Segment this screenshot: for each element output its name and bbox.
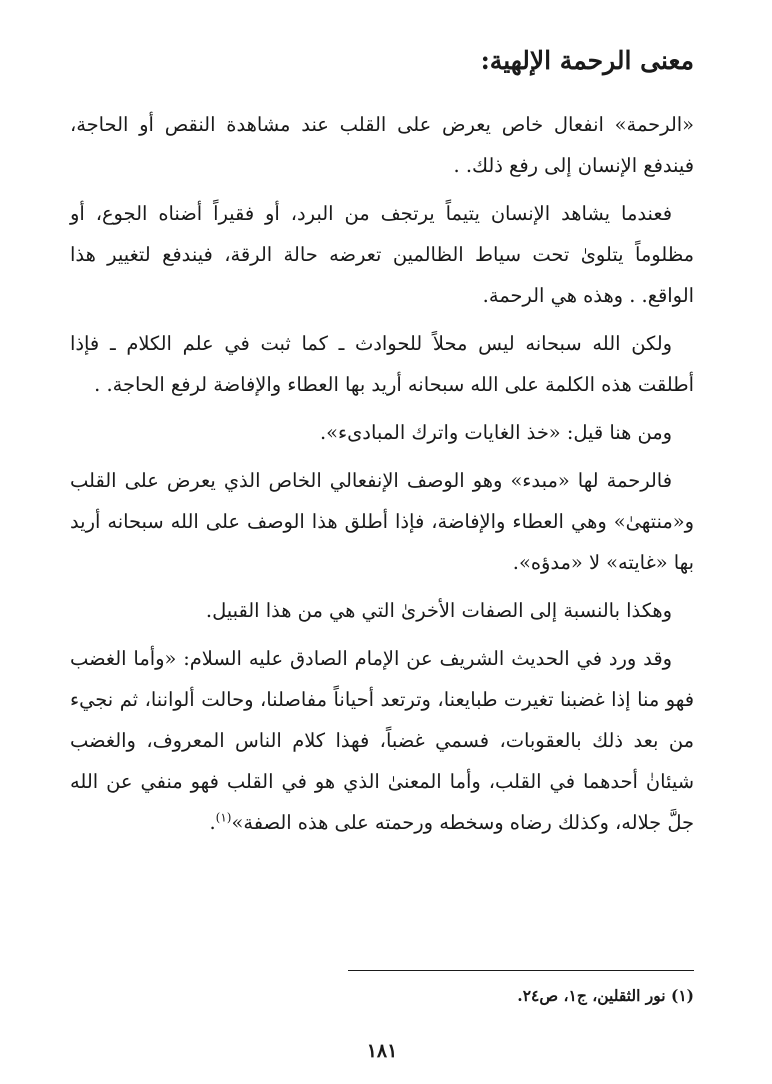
section-heading: معنى الرحمة الإلهية: (480, 46, 694, 75)
paragraph-god-not-subject: ولكن الله سبحانه ليس محلاً للحوادث ـ كما ثبت في علم الكلام ـ فإذا أطلقت هذه الكلمة على الله سبحانه أريد بها العطاء والإفاضة لرفع الحاجة. . (70, 332, 694, 396)
paragraph-saying: ومن هنا قيل: «خذ الغايات واترك المبادىء». (319, 421, 672, 444)
paragraph-orphan-example: فعندما يشاهد الإنسان يتيماً يرتجف من البرد، أو فقيراً أضناه الجوع، أو مظلوماً يتلوىٰ تحت سياط الظالمين تعرضه حالة الرقة، فيندفع لتغيير هذا الواقع. . وهذه هي الرحمة. (70, 202, 694, 307)
footnote-reference[interactable]: (١) (215, 810, 232, 825)
body-text (70, 104, 694, 850)
book-page (70, 0, 694, 1084)
page-number: ١٨١ (366, 1040, 398, 1062)
paragraph-beginning-end: فالرحمة لها «مبدء» وهو الوصف الإنفعالي الخاص الذي يعرض على القلب و«منتهىٰ» وهي العطاء والإفاضة، فإذا أطلق هذا الوصف على الله سبحانه أريد بها «غايته» لا «مدؤه». (70, 469, 694, 574)
hadith-end: . (209, 811, 216, 834)
hadith-text: وقد ورد في الحديث الشريف عن الإمام الصادق عليه السلام: «وأما الغضب فهو منا إذا غضبنا تغيرت طبايعنا، وترتعد أحياناً مفاصلنا، وحالت ألواننا، ثم نجيء من بعد ذلك بالعقوبات، فسمي غضباً، فهذا كلام الناس المعروف، والغضب شيئانٰ أحدهما في القلب، وأما المعنىٰ الذي هو في القلب فهو منفي عن الله جلَّ جلاله، وكذلك رضاه وسخطه ورحمته على هذه الصفة» (70, 647, 694, 834)
paragraph-rahma-definition: «الرحمة» انفعال خاص يعرض على القلب عند مشاهدة النقص أو الحاجة، فيندفع الإنسان إلى رفع ذلك. . (70, 113, 694, 177)
paragraph-other-attributes: وهكذا بالنسبة إلى الصفات الأخرىٰ التي هي من هذا القبيل. (205, 599, 672, 622)
footnote: (١) نور الثقلين، ج١، ص٢٤. (517, 986, 694, 1005)
footnote-divider (348, 970, 694, 971)
paragraph-hadith (70, 638, 694, 843)
